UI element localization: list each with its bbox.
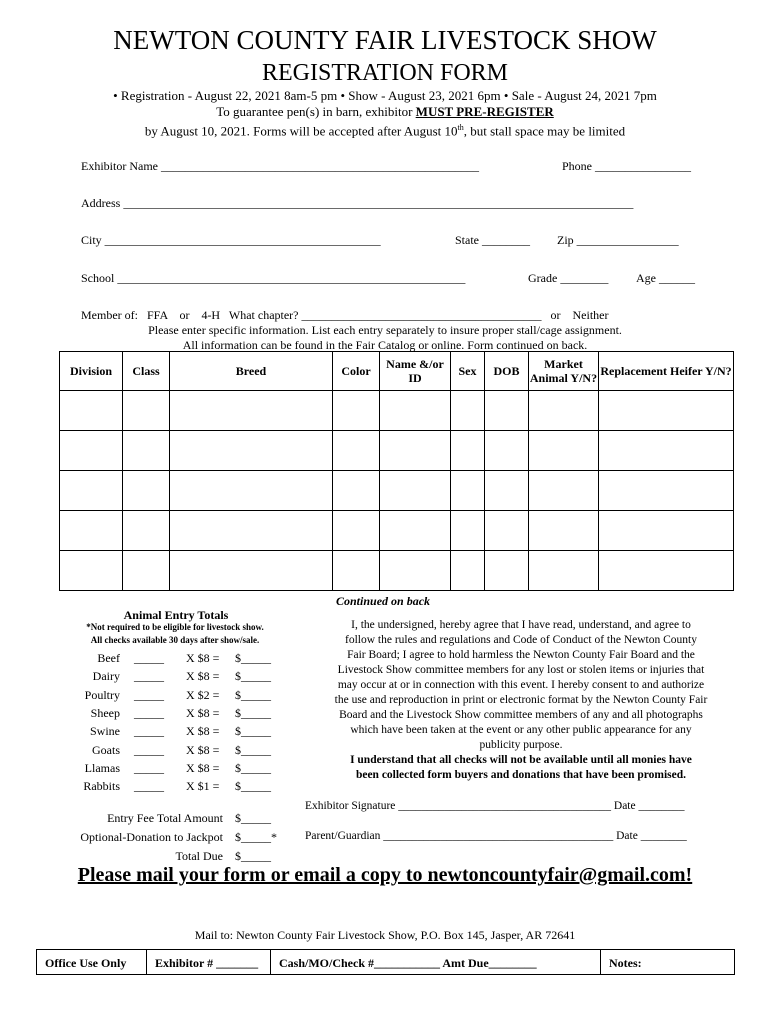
animal-count-blank[interactable]: _____ xyxy=(134,779,164,794)
animal-amount[interactable]: $_____ xyxy=(235,705,271,720)
table-cell[interactable] xyxy=(529,391,599,431)
parent-signature-field[interactable]: Parent/Guardian ________________________________________ Date ________ xyxy=(305,830,687,842)
table-cell[interactable] xyxy=(123,551,170,591)
table-row[interactable] xyxy=(60,511,734,551)
agreement-line: which have been taken at the event or any other public appearance for any xyxy=(350,724,692,736)
table-cell[interactable] xyxy=(170,551,333,591)
table-cell[interactable] xyxy=(451,391,485,431)
table-cell[interactable] xyxy=(380,511,451,551)
continued-on-back: Continued on back xyxy=(336,594,431,608)
table-cell[interactable] xyxy=(170,391,333,431)
table-cell[interactable] xyxy=(123,391,170,431)
table-cell[interactable] xyxy=(599,431,734,471)
animal-amount[interactable]: $_____ xyxy=(235,779,271,794)
animal-name: Beef xyxy=(97,651,120,665)
animal-count-blank[interactable]: _____ xyxy=(134,669,164,684)
header-name-id: Name &/or ID xyxy=(380,352,451,391)
table-cell[interactable] xyxy=(170,431,333,471)
animal-total-row xyxy=(72,651,282,669)
animal-rate: X $8 = xyxy=(186,724,220,739)
header-breed: Breed xyxy=(170,352,333,391)
animal-name: Dairy xyxy=(92,669,120,684)
animal-count-blank[interactable]: _____ xyxy=(134,742,164,757)
animal-name: Goats xyxy=(92,742,120,757)
animal-rate: X $8 = xyxy=(186,742,220,757)
state-field[interactable]: State ________ xyxy=(455,233,530,247)
table-cell[interactable] xyxy=(170,471,333,511)
table-row[interactable] xyxy=(60,471,734,511)
guarantee-line xyxy=(0,104,770,120)
animal-name: Sheep xyxy=(90,705,120,720)
table-row[interactable] xyxy=(60,551,734,591)
animal-count-blank[interactable]: _____ xyxy=(134,705,164,720)
table-cell[interactable] xyxy=(451,471,485,511)
table-header-row xyxy=(60,352,734,391)
table-cell[interactable] xyxy=(380,391,451,431)
table-cell[interactable] xyxy=(599,471,734,511)
animal-total-row xyxy=(72,761,282,779)
table-cell[interactable] xyxy=(451,511,485,551)
agreement-line: may occur at or in connection with this event. I hereby consent to and authorize xyxy=(337,679,705,691)
table-row[interactable] xyxy=(60,391,734,431)
address-field[interactable]: Address _____________________________________________________________________________________ xyxy=(81,196,634,210)
office-use-label: Office Use Only xyxy=(37,950,147,974)
animal-rate: X $2 = xyxy=(186,687,220,702)
phone-field[interactable]: Phone ________________ xyxy=(562,159,691,173)
total-due-value[interactable]: $_____ xyxy=(235,849,271,863)
member-of-field[interactable]: Member of: FFA or 4-H What chapter? ________________________________________ or Neither xyxy=(81,308,609,322)
agreement-line: the use and reproduction in print or electronic format by the Newton County Fair xyxy=(334,694,708,706)
table-cell[interactable] xyxy=(529,431,599,471)
header-dob: DOB xyxy=(485,352,529,391)
table-cell[interactable] xyxy=(333,391,380,431)
table-cell[interactable] xyxy=(170,511,333,551)
animal-count-blank[interactable]: _____ xyxy=(134,687,164,702)
table-row[interactable] xyxy=(60,431,734,471)
age-field[interactable]: Age ______ xyxy=(636,271,695,285)
header-market-animal: Market Animal Y/N? xyxy=(529,352,599,391)
table-cell[interactable] xyxy=(60,511,123,551)
animal-count-blank[interactable]: _____ xyxy=(134,760,164,775)
office-exhibitor-number[interactable]: Exhibitor # _______ xyxy=(147,950,271,974)
header-sex: Sex xyxy=(451,352,485,391)
animal-amount[interactable]: $_____ xyxy=(235,687,271,702)
table-cell[interactable] xyxy=(485,391,529,431)
city-field[interactable]: City ______________________________________________ xyxy=(81,233,381,247)
instructions-line-2: All information can be found in the Fair Catalog or online. Form continued on back. xyxy=(182,338,588,352)
exhibitor-signature-field[interactable]: Exhibitor Signature _____________________________________ Date ________ xyxy=(305,800,685,812)
exhibitor-name-field[interactable]: Exhibitor Name _____________________________________________________ xyxy=(81,159,479,173)
animal-total-row xyxy=(72,779,282,797)
agreement-line: Fair Board; I agree to hold harmless the Newton County Fair Board and the xyxy=(347,649,695,661)
header-class: Class xyxy=(123,352,170,391)
agreement-line: I, the undersigned, hereby agree that I have read, understand, and agree to xyxy=(351,619,691,631)
table-cell[interactable] xyxy=(60,471,123,511)
table-cell[interactable] xyxy=(451,431,485,471)
deadline-text: by August 10, 2021. Forms will be accepted after August 10 xyxy=(144,123,458,139)
animal-name: Swine xyxy=(90,724,120,739)
table-cell[interactable] xyxy=(529,471,599,511)
animal-amount[interactable]: $_____ xyxy=(235,669,271,684)
table-cell[interactable] xyxy=(123,431,170,471)
dates-line: • Registration - August 22, 2021 8am-5 pm • Show - August 23, 2021 6pm • Sale - August 24, 2021 7pm xyxy=(113,88,657,103)
entry-fee-value[interactable]: $_____ xyxy=(235,811,271,825)
animal-amount[interactable]: $_____ xyxy=(235,742,271,757)
table-cell[interactable] xyxy=(599,551,734,591)
entries-table xyxy=(59,351,734,591)
total-due-label: Total Due xyxy=(175,849,223,863)
animal-rate: X $8 = xyxy=(186,669,220,684)
table-cell[interactable] xyxy=(380,551,451,591)
table-cell[interactable] xyxy=(599,511,734,551)
grade-field[interactable]: Grade ________ xyxy=(528,271,609,285)
animal-total-row xyxy=(72,724,282,742)
entry-fee-label: Entry Fee Total Amount xyxy=(107,811,223,825)
animal-name: Poultry xyxy=(84,687,120,702)
table-cell[interactable] xyxy=(60,431,123,471)
table-cell[interactable] xyxy=(485,431,529,471)
pre-register-emphasis: MUST PRE-REGISTER xyxy=(415,104,554,119)
animal-total-row xyxy=(72,669,282,687)
table-cell[interactable] xyxy=(333,551,380,591)
animal-total-row xyxy=(72,688,282,706)
animal-total-row xyxy=(72,743,282,761)
donation-value[interactable]: $_____* xyxy=(235,830,277,844)
office-notes[interactable]: Notes: xyxy=(609,956,642,970)
office-use-box xyxy=(36,949,735,975)
mail-to-address: Mail to: Newton County Fair Livestock Show, P.O. Box 145, Jasper, AR 72641 xyxy=(194,928,576,942)
table-cell[interactable] xyxy=(60,551,123,591)
header-color: Color xyxy=(333,352,380,391)
animal-rate: X $1 = xyxy=(186,779,220,794)
header-replacement-heifer: Replacement Heifer Y/N? xyxy=(599,352,734,391)
donation-label: Optional-Donation to Jackpot xyxy=(80,830,223,844)
totals-note-2: All checks available 30 days after show/sale. xyxy=(90,635,260,645)
table-cell[interactable] xyxy=(529,551,599,591)
table-cell[interactable] xyxy=(529,511,599,551)
form-subtitle: REGISTRATION FORM xyxy=(261,60,509,86)
agreement-line: follow the rules and regulations and Code of Conduct of the Newton County xyxy=(345,634,697,646)
animal-amount[interactable]: $_____ xyxy=(235,651,271,665)
agreement-line: Livestock Show committee members for any lost or stolen items or injuries that xyxy=(337,664,705,676)
table-cell[interactable] xyxy=(60,391,123,431)
animal-amount[interactable]: $_____ xyxy=(235,760,271,775)
table-cell[interactable] xyxy=(485,511,529,551)
animal-name: Rabbits xyxy=(83,779,120,794)
zip-field[interactable]: Zip _________________ xyxy=(557,233,679,247)
agreement-text xyxy=(300,618,742,783)
deadline-suffix: , but stall space may be limited xyxy=(463,123,626,139)
school-field[interactable]: School __________________________________________________________ xyxy=(81,271,466,285)
agreement-line: Board and the Livestock Show committee members of any and all photographs xyxy=(339,709,703,721)
table-cell[interactable] xyxy=(485,551,529,591)
agreement-bold-line: I understand that all checks will not be available until all monies have xyxy=(350,754,692,766)
table-cell[interactable] xyxy=(380,431,451,471)
animal-count-blank[interactable]: _____ xyxy=(134,651,164,665)
table-cell[interactable] xyxy=(599,391,734,431)
agreement-line: publicity purpose. xyxy=(479,739,563,751)
table-cell[interactable] xyxy=(380,471,451,511)
animal-rate: X $8 = xyxy=(186,705,220,720)
header-division: Division xyxy=(60,352,123,391)
table-cell[interactable] xyxy=(485,471,529,511)
mail-banner: Please mail your form or email a copy to newtoncountyfair@gmail.com! xyxy=(77,864,693,886)
office-payment[interactable]: Cash/MO/Check #___________ Amt Due________ xyxy=(271,950,601,974)
animal-count-blank[interactable]: _____ xyxy=(134,724,164,739)
deadline-line xyxy=(0,120,770,139)
agreement-bold-line: been collected form buyers and donations that have been promised. xyxy=(355,769,687,781)
table-cell[interactable] xyxy=(123,471,170,511)
deadline-sup: th xyxy=(457,123,464,132)
form-title: NEWTON COUNTY FAIR LIVESTOCK SHOW xyxy=(113,25,657,55)
table-cell[interactable] xyxy=(333,471,380,511)
table-cell[interactable] xyxy=(333,431,380,471)
animal-name: Llamas xyxy=(84,760,120,775)
animal-rate: X $8 = xyxy=(186,760,220,775)
animal-total-row xyxy=(72,706,282,724)
guarantee-text: To guarantee pen(s) in barn, exhibitor xyxy=(216,104,416,119)
totals-title: Animal Entry Totals xyxy=(123,608,229,622)
table-cell[interactable] xyxy=(333,511,380,551)
totals-note-1: *Not required to be eligible for livestock show. xyxy=(86,622,264,632)
instructions-line-1: Please enter specific information. List each entry separately to insure proper stall/cage assignment. xyxy=(148,323,622,337)
table-cell[interactable] xyxy=(123,511,170,551)
table-cell[interactable] xyxy=(451,551,485,591)
animal-amount[interactable]: $_____ xyxy=(235,724,271,739)
animal-rate: X $8 = xyxy=(186,651,220,665)
